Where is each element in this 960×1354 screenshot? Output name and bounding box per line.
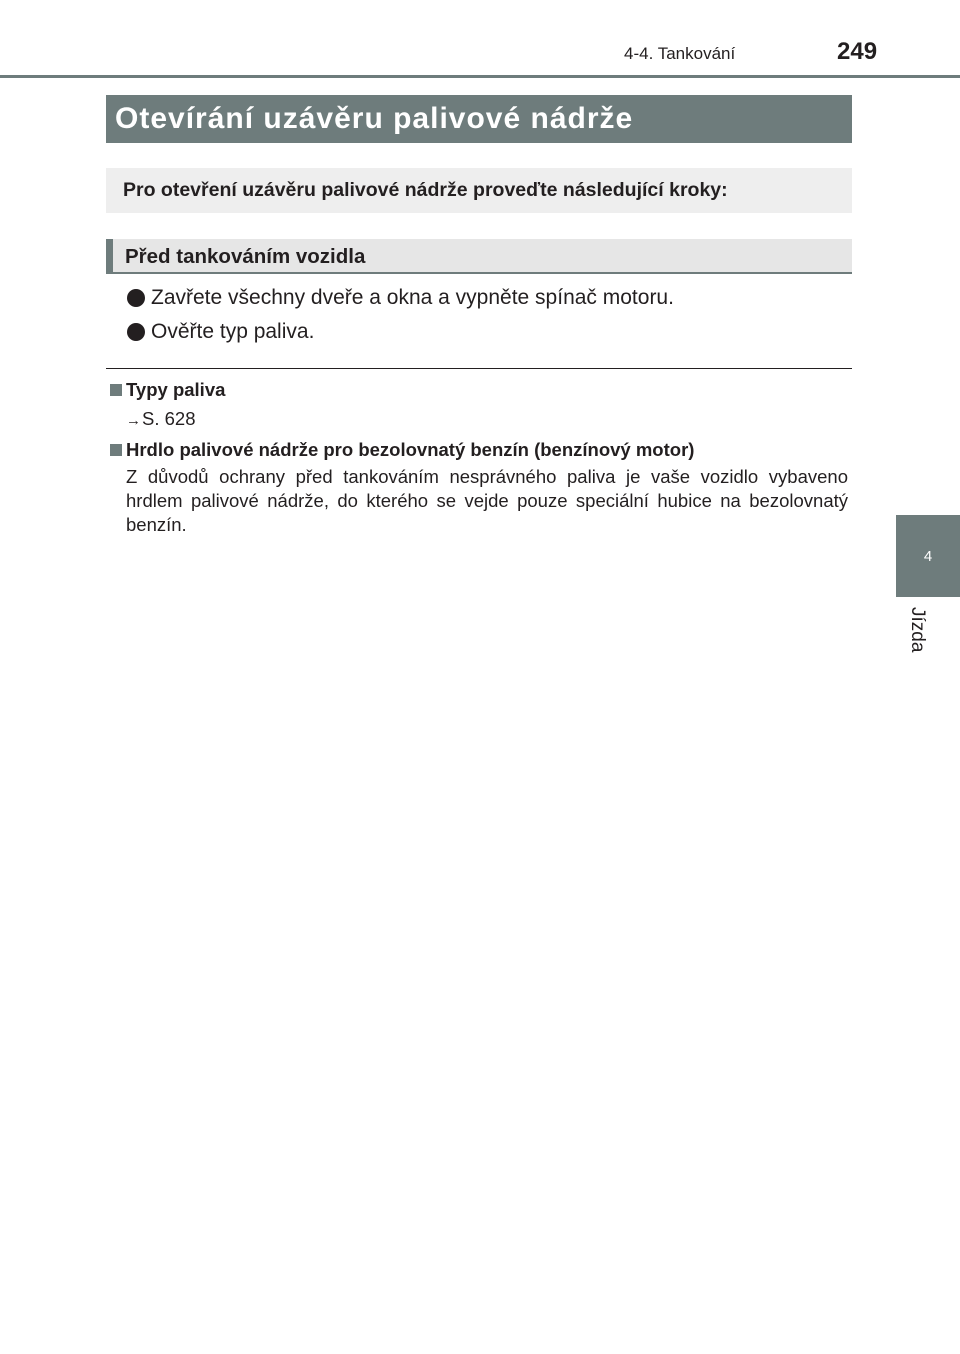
page-number: 249 <box>837 38 878 65</box>
chapter-tab <box>896 515 960 597</box>
note-heading-text: Hrdlo palivové nádrže pro bezolovnatý benzín (benzínový motor) <box>126 439 695 460</box>
header-rule <box>0 75 960 78</box>
arrow-right-icon: → <box>126 412 141 429</box>
bullet-dot-icon <box>127 323 145 341</box>
page-reference[interactable] <box>126 408 196 432</box>
square-bullet-icon <box>110 384 122 396</box>
chapter-number: 4 <box>923 547 933 565</box>
intro-box: Pro otevření uzávěru palivové nádrže proveďte následující kroky: <box>106 168 852 213</box>
note-body: Z důvodů ochrany před tankováním nesprávného paliva je vaše vozidlo vybaveno hrdlem palivové nádrže, do kterého se vejde pouze speciální hubice na bezolovnatý benzín. <box>126 466 848 535</box>
square-bullet-icon <box>110 444 122 456</box>
section-title: Otevírání uzávěru palivové nádrže <box>106 95 852 143</box>
page-reference-text: S. 628 <box>142 408 196 429</box>
section-rule <box>106 368 852 369</box>
note-heading-text: Typy paliva <box>126 379 226 400</box>
bullet-text: Ověřte typ paliva. <box>151 320 315 343</box>
bullet-dot-icon <box>127 289 145 307</box>
bullet-text: Zavřete všechny dveře a okna a vypněte spínač motoru. <box>151 286 674 309</box>
chapter-title: Jízda <box>907 607 928 653</box>
page-header-section: 4-4. Tankování <box>624 44 736 63</box>
subheading: Před tankováním vozidla <box>106 239 852 274</box>
